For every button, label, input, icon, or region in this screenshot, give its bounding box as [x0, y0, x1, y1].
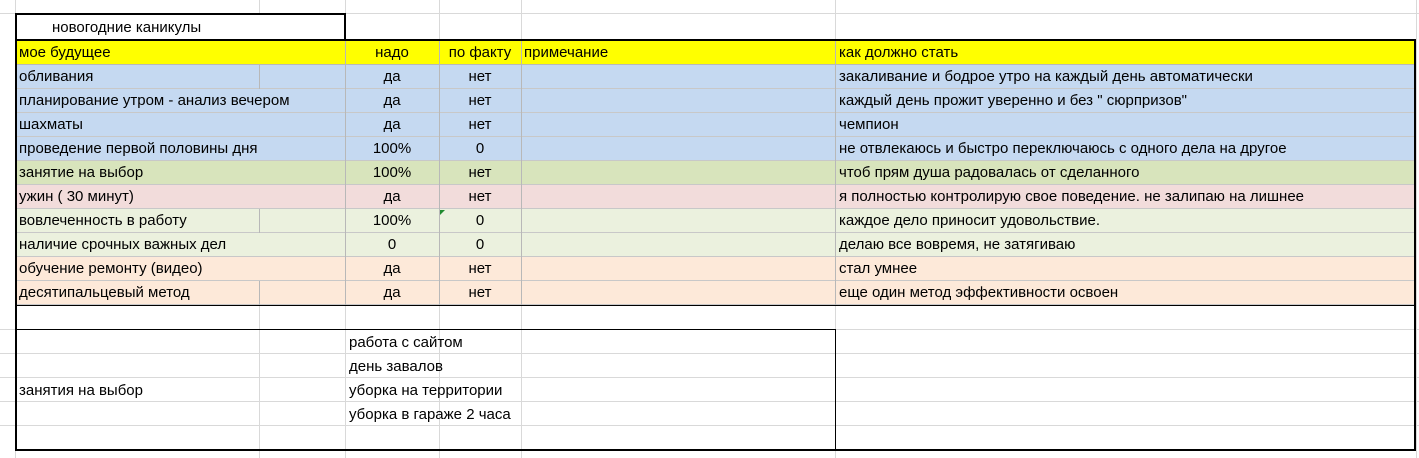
row-goal[interactable]: делаю все вовремя, не затягиваю [839, 236, 1076, 253]
header-fact[interactable]: по факту [448, 44, 512, 61]
table-row [15, 113, 1416, 137]
row-need[interactable]: 100% [372, 140, 412, 157]
row-goal[interactable]: закаливание и бодрое утро на каждый день автоматически [839, 68, 1253, 85]
row-need[interactable]: да [383, 260, 401, 277]
row-need[interactable]: да [383, 116, 401, 133]
header-goal[interactable]: как должно стать [839, 44, 959, 61]
row-need[interactable]: да [383, 92, 401, 109]
row-goal[interactable]: чтоб прям душа радовалась от сделанного [839, 164, 1140, 181]
header-note[interactable]: примечание [524, 44, 609, 61]
row-fact[interactable]: нет [468, 260, 492, 277]
row-fact[interactable]: 0 [475, 140, 485, 157]
row-fact[interactable]: нет [468, 188, 492, 205]
row-fact[interactable]: нет [468, 116, 492, 133]
row-fact[interactable]: нет [468, 164, 492, 181]
row-name[interactable]: занятие на выбор [19, 164, 144, 181]
row-need[interactable]: да [383, 284, 401, 301]
row-fact[interactable]: нет [468, 92, 492, 109]
row-name[interactable]: ужин ( 30 минут) [19, 188, 134, 205]
row-name[interactable]: вовлеченность в работу [19, 212, 187, 229]
row-fact[interactable]: нет [468, 284, 492, 301]
row-goal[interactable]: еще один метод эффективности освоен [839, 284, 1119, 301]
row-need[interactable]: 0 [387, 236, 397, 253]
table-row [15, 257, 1416, 281]
row-goal[interactable]: я полностью контролирую свое поведение. не залипаю на лишнее [839, 188, 1305, 205]
row-name[interactable]: проведение первой половины дня [19, 140, 258, 157]
sheet-title[interactable]: новогодние каникулы [15, 13, 346, 39]
row-need[interactable]: 100% [372, 212, 412, 229]
row-fact[interactable]: 0 [475, 212, 485, 229]
row-fact[interactable]: нет [468, 68, 492, 85]
choice-label[interactable]: занятия на выбор [19, 382, 143, 399]
row-name[interactable]: шахматы [19, 116, 83, 133]
row-name[interactable]: обливания [19, 68, 94, 85]
table-row [15, 209, 1416, 233]
row-goal[interactable]: каждый день прожит уверенно и без " сюрпризов" [839, 92, 1188, 109]
header-row [15, 39, 1416, 65]
row-name[interactable]: обучение ремонту (видео) [19, 260, 203, 277]
row-goal[interactable]: не отвлекаюсь и быстро переключаюсь с одного дела на другое [839, 140, 1287, 157]
choice-item[interactable]: день завалов [349, 358, 443, 375]
row-name[interactable]: наличие срочных важных дел [19, 236, 227, 253]
row-name[interactable]: десятипальцевый метод [19, 284, 190, 301]
choice-item[interactable]: работа с сайтом [349, 334, 463, 351]
row-need[interactable]: 100% [372, 164, 412, 181]
comment-indicator-icon [440, 210, 445, 215]
row-goal[interactable]: каждое дело приносит удовольствие. [839, 212, 1100, 229]
row-name[interactable]: планирование утром - анализ вечером [19, 92, 290, 109]
row-goal[interactable]: стал умнее [839, 260, 918, 277]
choice-item[interactable]: уборка на территории [349, 382, 503, 399]
row-goal[interactable]: чемпион [839, 116, 899, 133]
row-need[interactable]: да [383, 188, 401, 205]
table-row [15, 161, 1416, 185]
row-need[interactable]: да [383, 68, 401, 85]
table-row [15, 281, 1416, 305]
section-divider [15, 305, 1416, 306]
row-fact[interactable]: 0 [475, 236, 485, 253]
header-future[interactable]: мое будущее [19, 44, 111, 61]
header-need[interactable]: надо [375, 44, 409, 61]
choice-item[interactable]: уборка в гараже 2 часа [349, 406, 511, 423]
